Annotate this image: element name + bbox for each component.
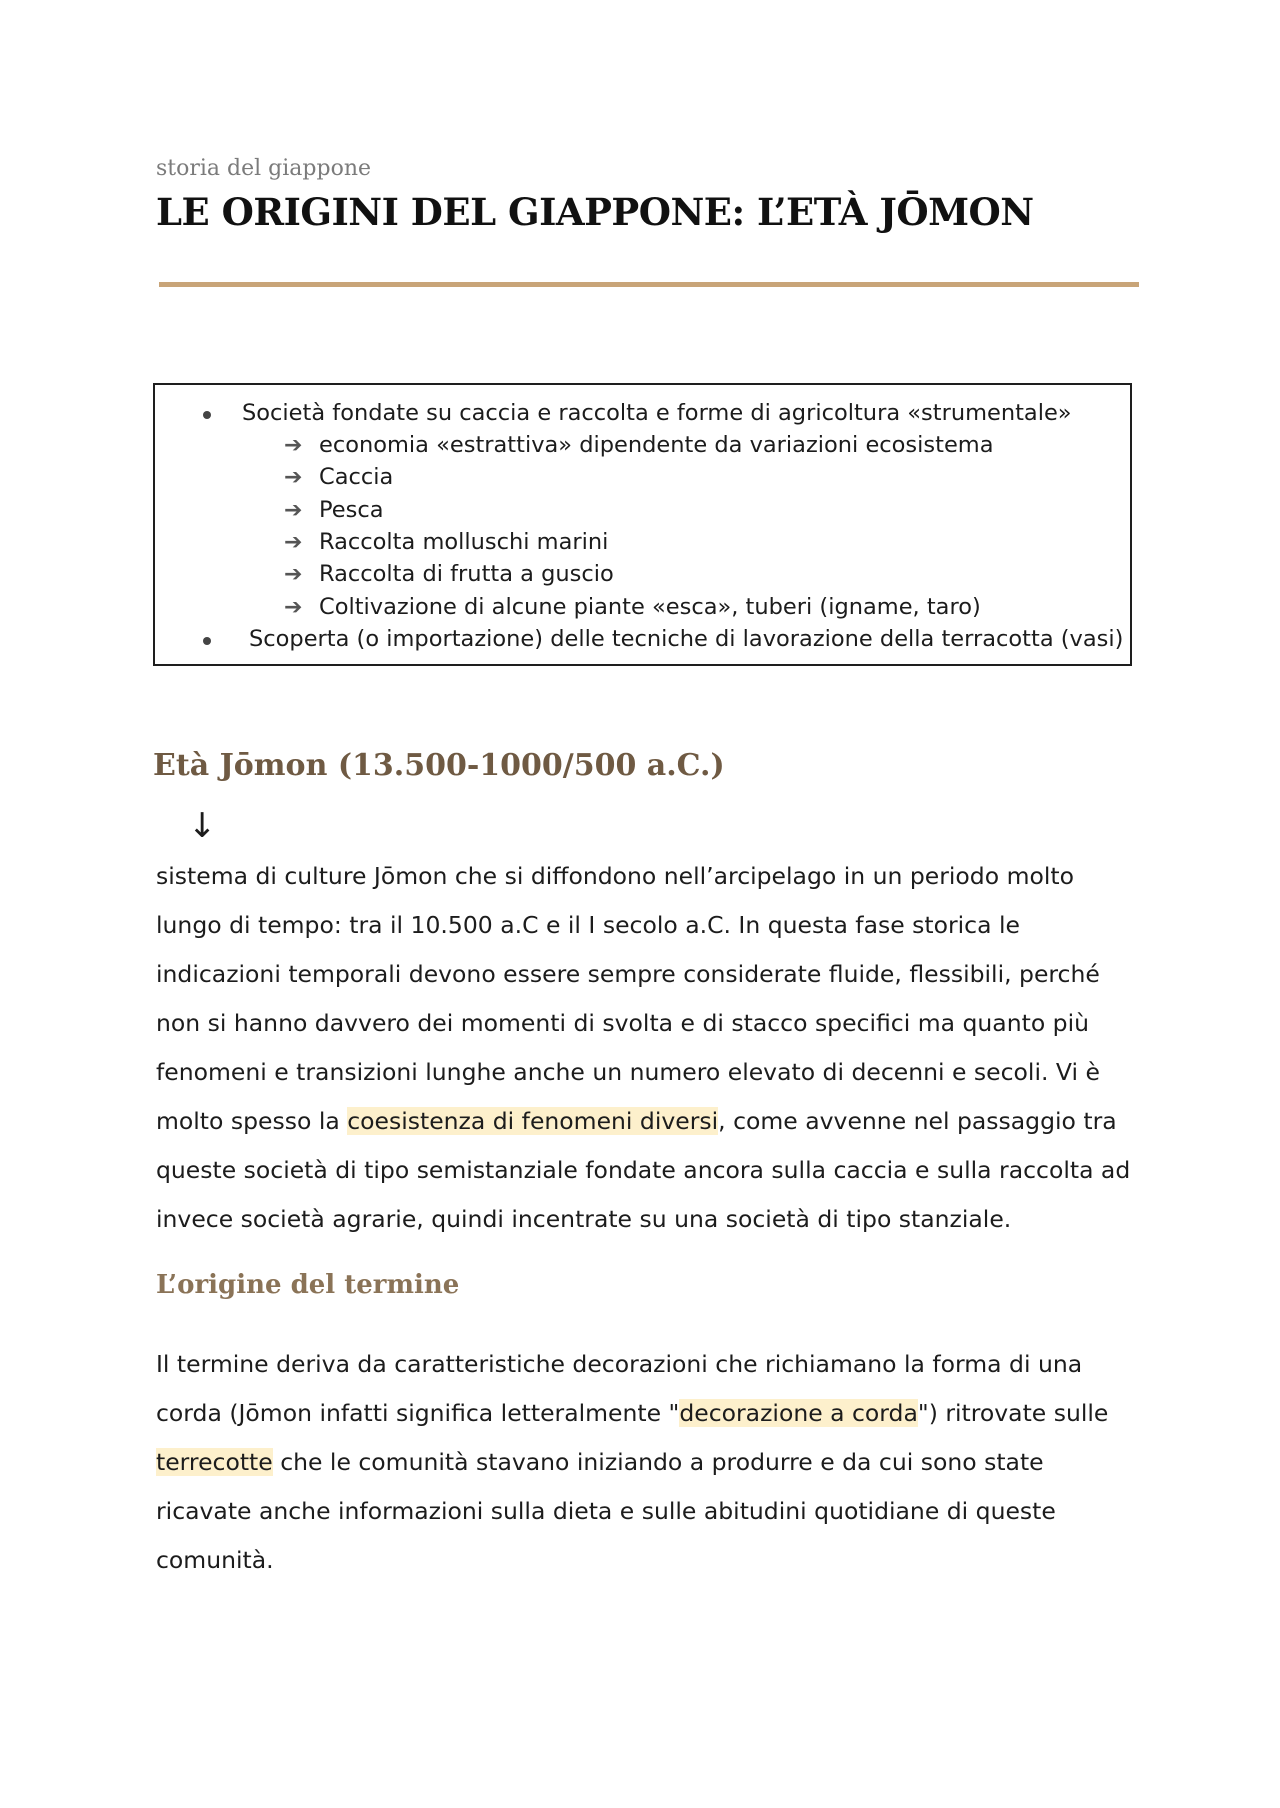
summary-bullet-1: Società fondate su caccia e raccolta e forme di agricoltura «strumentale» <box>242 400 1072 426</box>
paragraph-eta-jomon <box>156 852 1146 1244</box>
highlighted-text: decorazione a corda <box>679 1399 918 1427</box>
paragraph-text: ") ritrovate sulle <box>917 1399 1109 1427</box>
arrow-right-icon: ➔ <box>284 465 303 490</box>
paragraph-text: sistema di culture Jōmon che si diffondono nell’arcipelago in un periodo molto lungo di tempo: tra il 10.500 a.C e il I secolo a.C. In questa fase storica le indicazioni temporali devono essere sempre considerate fluide, flessibili, perché non si hanno davvero dei momenti di svolta e di stacco specifici ma quanto più fenomeni e transizioni lunghe anche un numero elevato di decenni e secoli. Vi è molto spesso la <box>156 862 1100 1135</box>
arrow-right-icon: ➔ <box>284 433 303 458</box>
summary-sub-item: Coltivazione di alcune piante «esca», tuberi (igname, taro) <box>319 594 981 620</box>
section-heading-origine-termine: L’origine del termine <box>156 1270 460 1300</box>
arrow-right-icon: ➔ <box>284 562 303 587</box>
paragraph-text: che le comunità stavano iniziando a produrre e da cui sono state ricavate anche informazioni sulla dieta e sulle abitudini quotidiane di queste comunità. <box>156 1448 1056 1574</box>
arrow-right-icon: ➔ <box>284 530 303 555</box>
title-divider <box>159 282 1139 287</box>
bullet-dot-icon <box>203 411 211 419</box>
arrow-right-icon: ➔ <box>284 595 303 620</box>
summary-box <box>153 383 1132 666</box>
bullet-dot-icon <box>203 637 211 645</box>
arrow-down-icon: ↓ <box>188 806 217 846</box>
summary-sub-item: Raccolta di frutta a guscio <box>319 561 614 587</box>
document-subtitle: storia del giappone <box>156 156 372 181</box>
highlighted-text: coesistenza di fenomeni diversi <box>347 1107 719 1135</box>
section-heading-eta-jomon: Età Jōmon (13.500-1000/500 a.C.) <box>153 748 725 783</box>
summary-sub-item: Caccia <box>319 464 394 490</box>
summary-bullet-2: Scoperta (o importazione) delle tecniche di lavorazione della terracotta (vasi) <box>249 626 1124 652</box>
highlighted-text: terrecotte <box>156 1448 273 1476</box>
arrow-right-icon: ➔ <box>284 498 303 523</box>
paragraph-text: , come avvenne nel passaggio tra queste società di tipo semistanziale fondate ancora sulla caccia e sulla raccolta ad invece società agrarie, quindi incentrate su una società di tipo stanziale. <box>156 1107 1131 1233</box>
summary-sub-item: Pesca <box>319 497 384 523</box>
summary-sub-item: economia «estrattiva» dipendente da variazioni ecosistema <box>319 432 994 458</box>
paragraph-origine-termine <box>156 1340 1146 1585</box>
paragraph-text: Il termine deriva da caratteristiche decorazioni che richiamano la forma di una corda (Jōmon infatti significa letteralmente " <box>156 1350 1083 1427</box>
summary-sub-item: Raccolta molluschi marini <box>319 529 609 555</box>
document-title: LE ORIGINI DEL GIAPPONE: L’ETÀ JŌMON <box>156 190 1034 234</box>
